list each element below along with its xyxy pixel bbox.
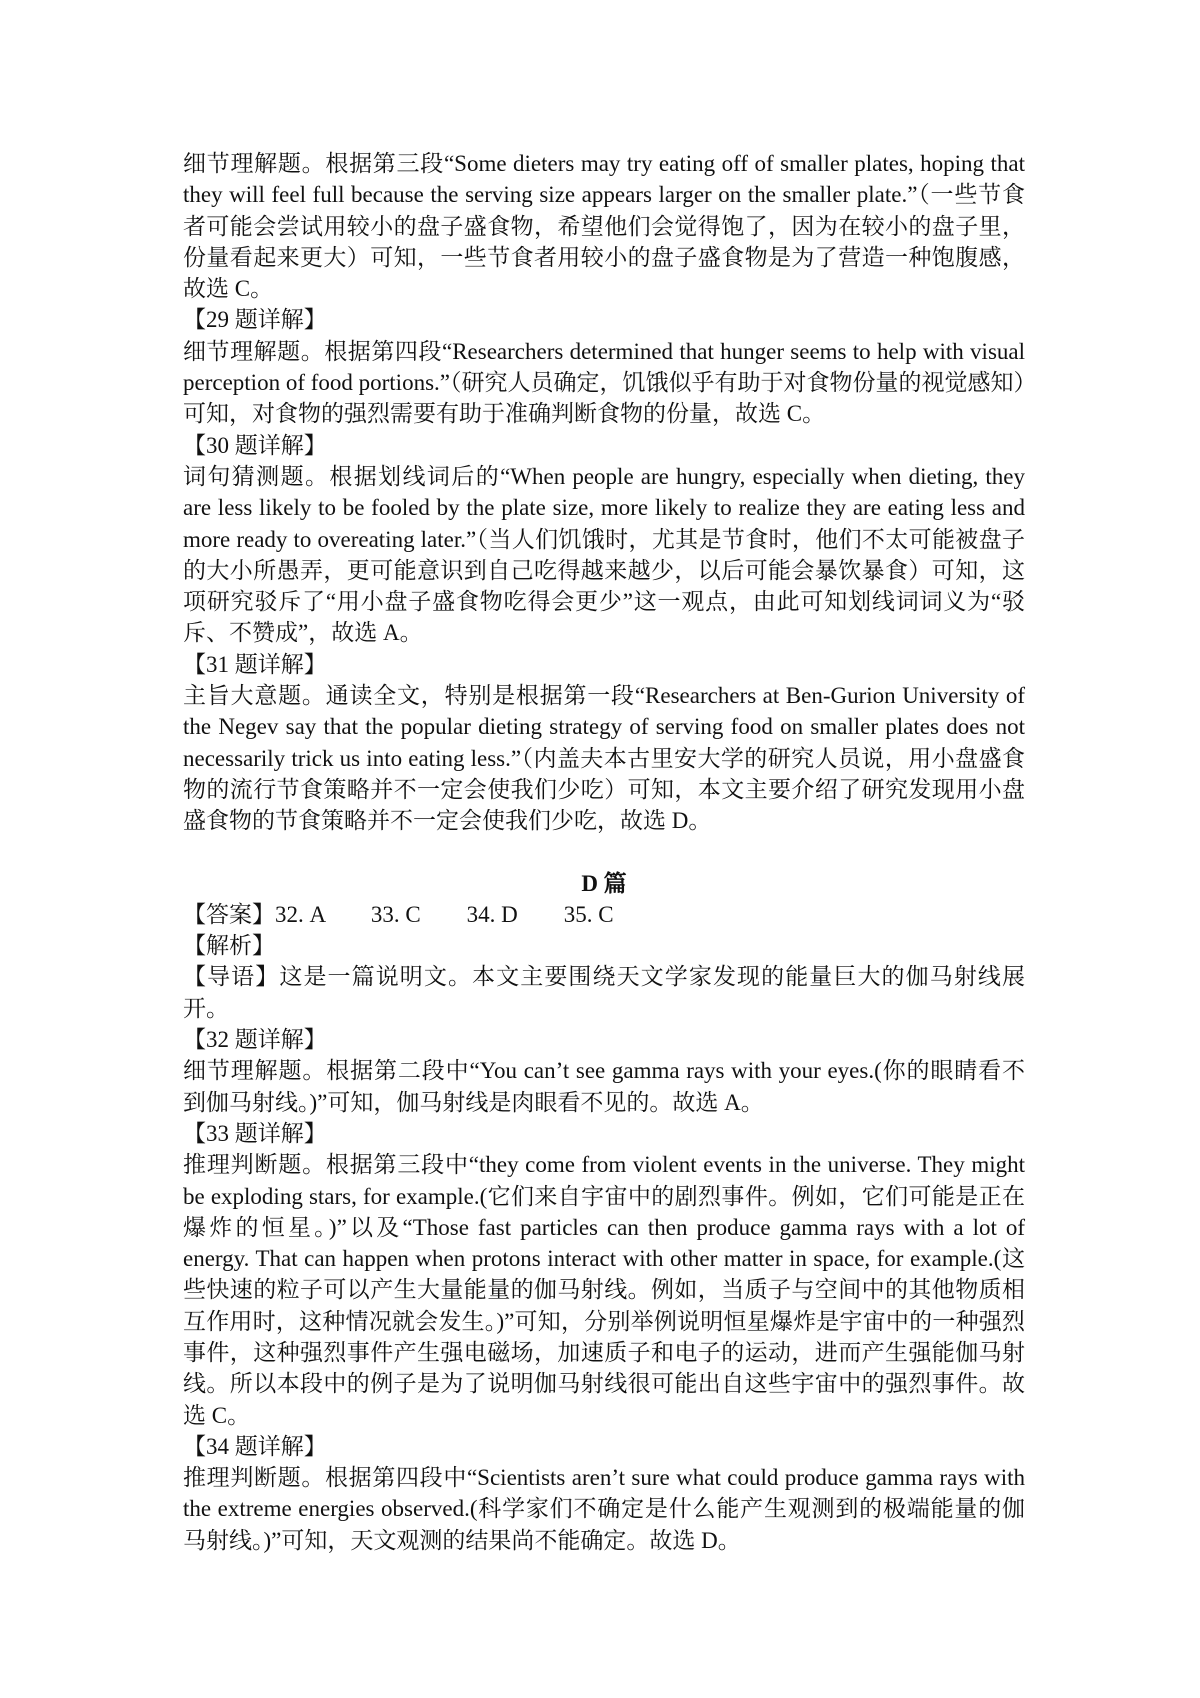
heading-q30: 【30 题详解】 (183, 432, 327, 458)
document-page (183, 148, 1025, 1556)
heading-q29: 【29 题详解】 (183, 307, 327, 333)
paragraph-q32-explanation: 细节理解题。根据第二段中“You can’t see gamma rays with your eyes.(你的眼睛看不到伽马射线。)”可知，伽马射线是肉眼看不见的。故选 A。 (183, 1058, 1025, 1115)
section-spacer (183, 837, 1025, 868)
paragraph-intro: 【导语】这是一篇说明文。本文主要围绕天文学家发现的能量巨大的伽马射线展开。 (183, 964, 1025, 1021)
heading-analysis: 【解析】 (183, 933, 275, 959)
paragraph-q29-explanation: 细节理解题。根据第四段“Researchers determined that hunger seems to help with visual perception of food portions.”（研究人员确定，饥饿似乎有助于对食物份量的视觉感知）可知，对食物的强烈需要有助于准确判断食物的份量，故选 C。 (183, 338, 1025, 427)
answer-line: 【答案】32. A 33. C 34. D 35. C (183, 901, 614, 927)
paragraph-q33-explanation: 推理判断题。根据第三段中“they come from violent events in the universe. They might be exploding stars, for example.(它们来自宇宙中的剧烈事件。例如，它们可能是正在爆炸的恒星。)”以及“Those fast particles can then produce gamma rays with a lot of energy. That can happen when protons interact with other matter in space, for example.(这些快速的粒子可以产生大量能量的伽马射线。例如，当质子与空间中的其他物质相互作用时，这种情况就会发生。)”可知，分别举例说明恒星爆炸是宇宙中的一种强烈事件，这种强烈事件产生强电磁场，加速质子和电子的运动，进而产生强能伽马射线。所以本段中的例子是为了说明伽马射线很可能出自这些宇宙中的强烈事件。故选 C。 (183, 1152, 1025, 1428)
paragraph-q28-explanation: 细节理解题。根据第三段“Some dieters may try eating off of smaller plates, hoping that they will feel full because the serving size appears larger on the smaller plate.”（一些节食者可能会尝试用较小的盘子盛食物，希望他们会觉得饱了，因为在较小的盘子里，份量看起来更大）可知，一些节食者用较小的盘子盛食物是为了营造一种饱腹感，故选 C。 (183, 151, 1025, 302)
paragraph-q30-explanation: 词句猜测题。根据划线词后的“When people are hungry, especially when dieting, they are less likely to be fooled by the plate size, more likely to realize they are eating less and more ready to overeating later.”（当人们饥饿时，尤其是节食时，他们不太可能被盘子的大小所愚弄，更可能意识到自己吃得越来越少，以后可能会暴饮暴食）可知，这项研究驳斥了“用小盘子盛食物吃得会更少”这一观点，由此可知划线词词义为“驳斥、不赞成”，故选 A。 (183, 463, 1025, 646)
heading-q34: 【34 题详解】 (183, 1433, 327, 1459)
paragraph-q31-explanation: 主旨大意题。通读全文，特别是根据第一段“Researchers at Ben-Gurion University of the Negev say that the popular dieting strategy of serving food on smaller plates does not necessarily trick us into eating less.”（内盖夫本古里安大学的研究人员说，用小盘盛食物的流行节食策略并不一定会使我们少吃）可知，本文主要介绍了研究发现用小盘盛食物的节食策略并不一定会使我们少吃，故选 D。 (183, 683, 1025, 834)
heading-q31: 【31 题详解】 (183, 651, 327, 677)
section-title-d: D 篇 (581, 870, 627, 896)
heading-q32: 【32 题详解】 (183, 1027, 327, 1053)
heading-q33: 【33 题详解】 (183, 1120, 327, 1146)
paragraph-q34-explanation: 推理判断题。根据第四段中“Scientists aren’t sure what could produce gamma rays with the extreme energies observed.(科学家们不确定是什么能产生观测到的极端能量的伽马射线。)”可知，天文观测的结果尚不能确定。故选 D。 (183, 1465, 1025, 1553)
